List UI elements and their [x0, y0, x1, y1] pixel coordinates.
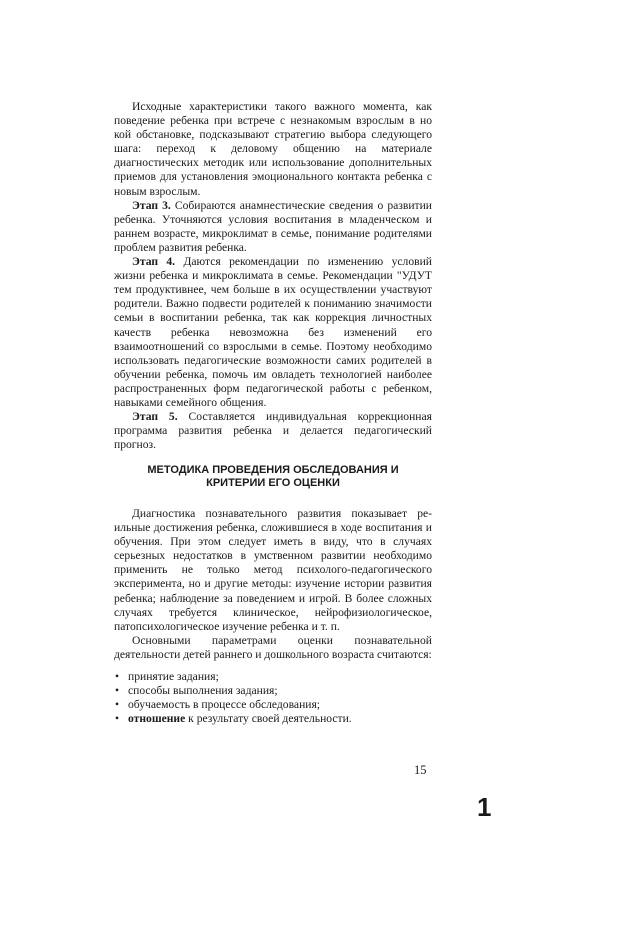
parameters-list: [114, 670, 432, 726]
stage-3-label: Этап 3.: [132, 198, 171, 212]
paragraph-stage-4: Этап 4. Даются рекомендации по изменению условий жизни ребенка и микроклимата в семье. Рекомендации "УДУТ тем продуктивнее, чем больше в их осуществлении участвуют родители. Важно подвести родителей к пониманию значимости семьи в воспитании ребенка, так как коррекция личностных качеств ребенка невозможна без изменений его взаимоотношений со взрослыми в семье. Поэтому необходимо использовать педагогические возможности самих родителей в обучении ребенка, помочь им овладеть технологией наиболее распространенных форм педагогической работы с ребенком, навыками семейного общения.: [114, 255, 432, 409]
section-heading-line-1: МЕТОДИКА ПРОВЕДЕНИЯ ОБСЛЕДОВАНИЯ И: [147, 464, 399, 476]
paragraph-parameters: Основными параметрами оценки познавательной деятельности детей раннего и дошкольного возраста считаются:: [114, 633, 432, 661]
list-item: • отношение к результату своей деятельности.: [114, 712, 432, 726]
list-item-bold: отношение: [128, 712, 186, 726]
page-number: 15: [414, 763, 427, 777]
list-item: • принятие задания;: [114, 670, 432, 684]
paragraph-intro: Исходные характеристики такого важного момента, как поведение ребенка при встрече с незнакомым взрослым в но кой обстановке, подсказывают стратегию выбора следующего шага: переход к деловому общению на материале диагностических методик или использование дополнительных приемов для установления эмоционального контакта ребенка с новым взрослым.: [114, 100, 432, 198]
stage-5-label: Этап 5.: [132, 410, 178, 424]
list-item: • способы выполнения задания;: [114, 684, 432, 698]
list-item: • обучаемость в процессе обследования;: [114, 698, 432, 712]
paragraph-diagnostics: Диагностика познавательного развития показывает ре-ильные достижения ребенка, сложившиеся в ходе воспитания и обучения. При этом следует иметь в виду, что в случаях серьезных недостатков в умственном развитии необходимо применить не только метод психолого-педагогического эксперимента, но и другие методы: изучение истории развития ребенка; наблюдение за поведением и игрой. В более сложных случаях требуется клиническое, нейрофизиологическое, патопсихологическое изучение ребенка и т. п.: [114, 507, 432, 633]
text-block-top: [114, 100, 432, 452]
paragraph-stage-3: Этап 3. Собираются анамнестические сведения о развитии ребенка. Уточняются условия воспитания в младенческом и раннем возрасте, микроклимат в семье, понимание родителями проблем развития ребенка.: [114, 198, 432, 254]
section-heading-line-2: КРИТЕРИИ ЕГО ОЦЕНКИ: [206, 477, 340, 489]
stage-4-label: Этап 4.: [132, 255, 176, 269]
text-block-bottom: [114, 507, 432, 726]
section-heading: [114, 464, 432, 490]
corner-mark: 1: [477, 792, 492, 822]
paragraph-stage-5: Этап 5. Составляется индивидуальная коррекционная программа развития ребенка и делается педагогический прогноз.: [114, 410, 432, 452]
